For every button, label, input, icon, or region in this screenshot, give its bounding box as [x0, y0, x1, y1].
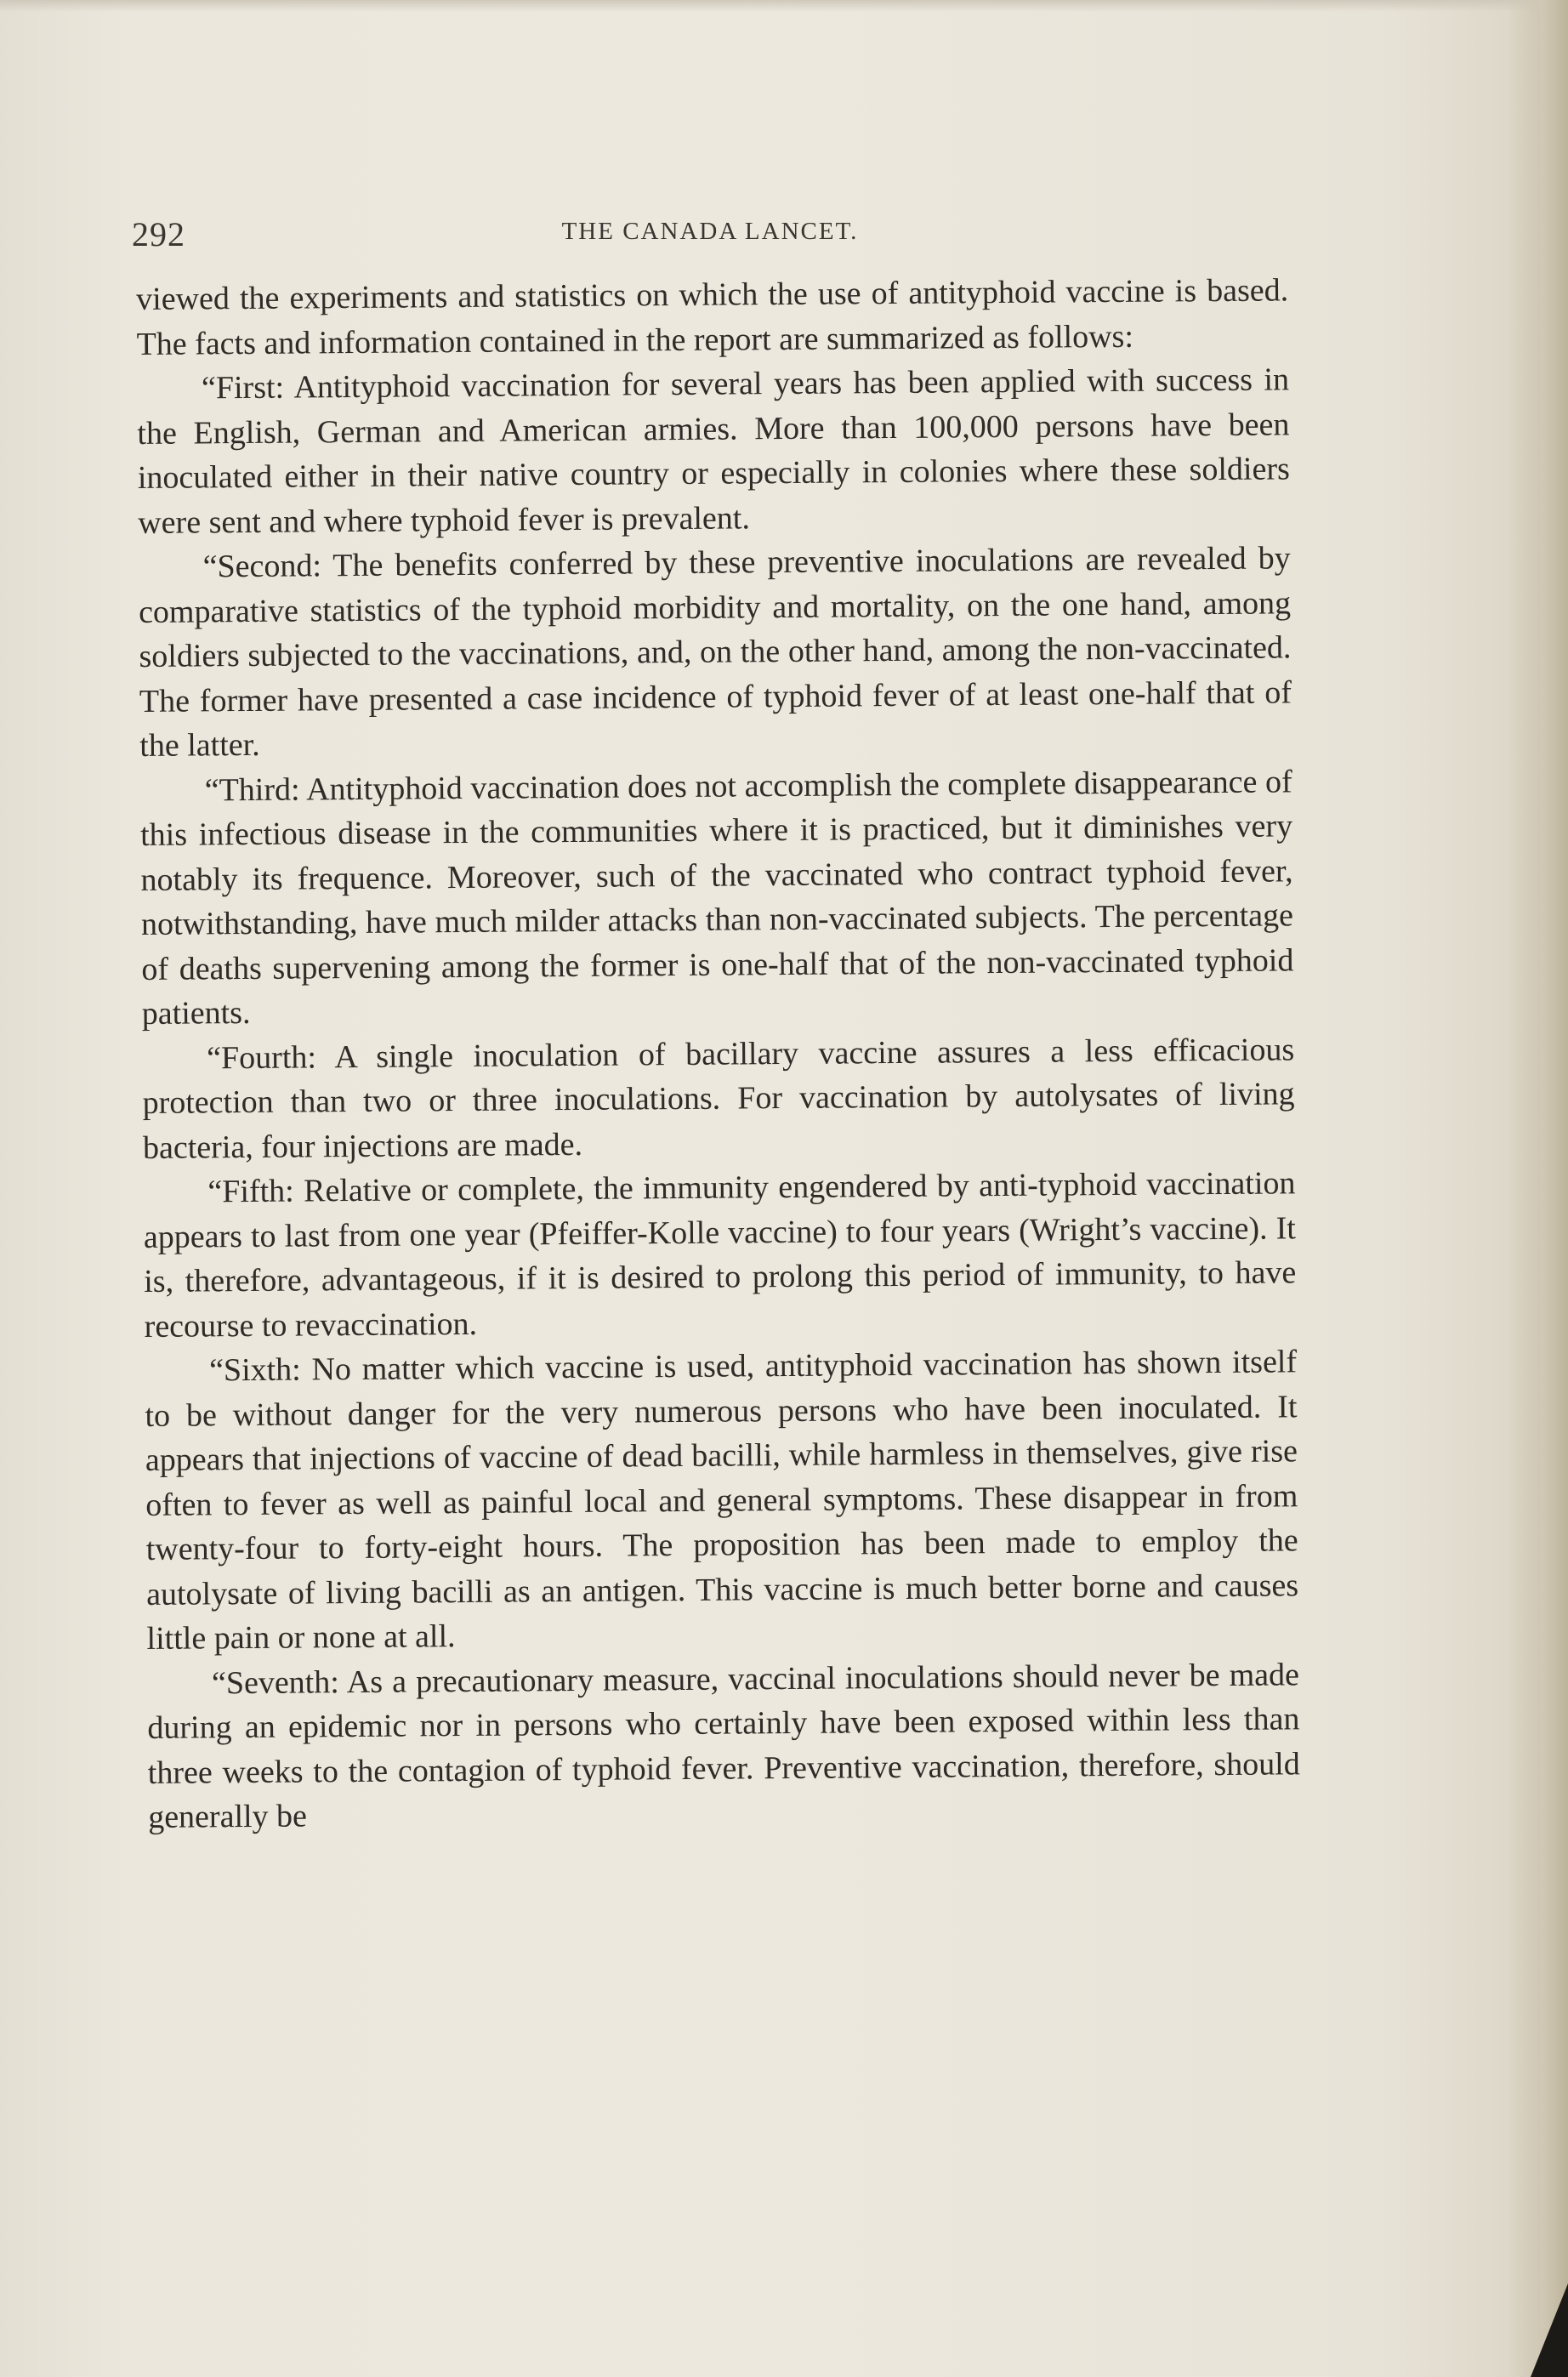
paragraph-third: “Third: Antityphoid vaccination does not accomplish the complete disappearance of this infectious disease in the communities where it is practiced, but it diminishes very notably its frequence. Moreover, such of the vaccinated who contract typhoid fever, notwithstanding, have much milder attacks than non-vaccinated subjects. The percentage of deaths supervening among the former is one-half that of the non-vaccinated typhoid patients.	[139, 763, 1294, 1032]
journal-title: THE CANADA LANCET.	[561, 218, 859, 245]
corner-mark	[1531, 2283, 1568, 2377]
page-top-shadow	[0, 0, 1568, 12]
page-number: 292	[132, 215, 185, 253]
paragraph-first: “First: Antityphoid vaccination for several years has been applied with success in the English, German and American armies. More than 100,000 persons have been inoculated either in their native country or especially in colonies where these soldiers were sent and where typhoid fever is prevalent.	[137, 361, 1290, 541]
body-text	[136, 268, 1300, 1840]
running-head	[132, 214, 1288, 257]
paragraph-fifth: “Fifth: Relative or complete, the immunity engendered by anti-typhoid vaccination appears to last from one year (Pfeiffer-Kolle vaccine) to four years (Wright’s vaccine). It is, therefore, advantageous, if it is desired to prolong this period of immunity, to have recourse to revaccination.	[143, 1165, 1297, 1345]
page-gutter-edge	[1508, 0, 1568, 2377]
paragraph-intro: viewed the experiments and statistics on which the use of antityphoid vaccine is based. The facts and information contained in the report are summarized as follows:	[136, 272, 1289, 362]
paragraph-second: “Second: The benefits conferred by these preventive inoculations are revealed by comparative statistics of the typhoid morbidity and mortality, on the one hand, among soldiers subjected to the vaccinations, and, on the other hand, among the non-vaccinated. The former have presented a case incidence of typhoid fever of at least one-half that of the latter.	[138, 540, 1292, 764]
paragraph-seventh: “Seventh: As a precautionary measure, vaccinal inoculations should never be made during an epidemic nor in persons who certainly have been exposed within less than three weeks to the contagion of typhoid fever. Preventive vaccination, therefore, should generally be	[147, 1656, 1300, 1835]
paragraph-sixth: “Sixth: No matter which vaccine is used, antityphoid vaccination has shown itself to be without danger for the very numerous persons who have been inoculated. It appears that injections of vaccine of dead bacilli, while harmless in themselves, give rise often to fever as well as painful local and general symptoms. These disappear in from twenty-four to forty-eight hours. The proposition has been made to employ the autolysate of living bacilli as an antigen. This vaccine is much better borne and causes little pain or none at all.	[145, 1344, 1299, 1657]
paragraph-fourth: “Fourth: A single inoculation of bacillary vaccine assures a less efficacious protection than two or three inoculations. For vaccination by autolysates of living bacteria, four injections are made.	[142, 1031, 1295, 1166]
